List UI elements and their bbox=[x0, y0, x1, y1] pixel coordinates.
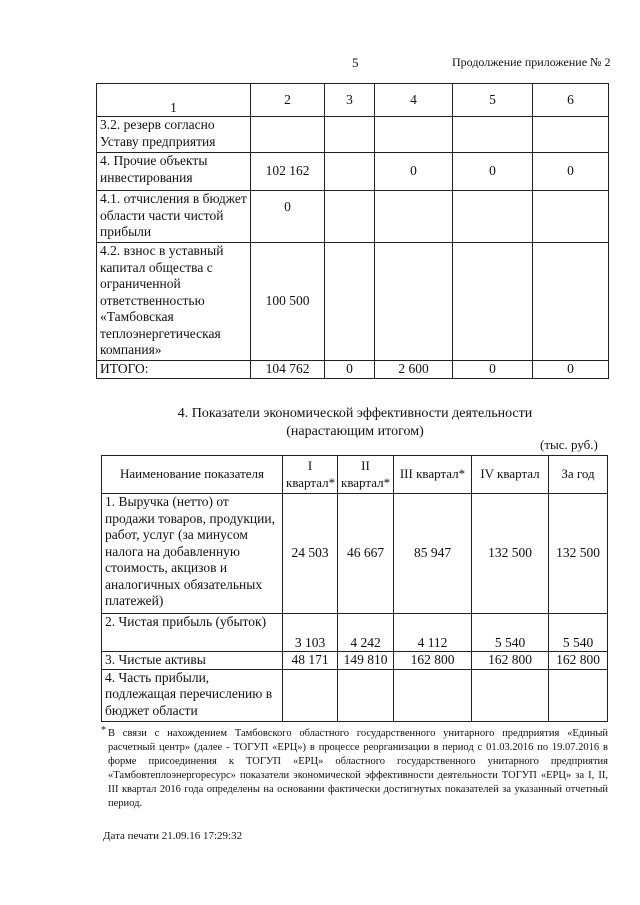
table-header-row bbox=[97, 84, 609, 117]
cell-value bbox=[283, 669, 338, 721]
table-row bbox=[102, 669, 608, 721]
table-row bbox=[102, 652, 608, 670]
row-label: 4.2. взнос в уставный капитал общества с ограниченной ответственностью «Тамбовская теплоэнергетическая компания» bbox=[97, 243, 251, 361]
table-header-row bbox=[102, 456, 608, 494]
print-date: Дата печати 21.09.16 17:29:32 bbox=[103, 830, 243, 842]
column-header: III квартал* bbox=[394, 456, 472, 494]
units-label: (тыс. руб.) bbox=[540, 437, 598, 452]
cell-value: 4 242 bbox=[338, 614, 394, 652]
row-label: 4. Прочие объекты инвестирования bbox=[97, 153, 251, 191]
cell-value: 0 bbox=[453, 361, 533, 379]
table-row bbox=[97, 117, 609, 153]
row-label: 4.1. отчисления в бюджет области части чистой прибыли bbox=[97, 191, 251, 243]
cell-value: 104 762 bbox=[251, 361, 325, 379]
total-row bbox=[97, 361, 609, 379]
column-header: IV квартал bbox=[472, 456, 549, 494]
cell-value: 132 500 bbox=[472, 494, 549, 614]
cell-value bbox=[453, 117, 533, 153]
cell-value bbox=[533, 243, 609, 361]
row-label: 4. Часть прибыли, подлежащая перечислению в бюджет области bbox=[102, 669, 283, 721]
cell-value bbox=[472, 669, 549, 721]
row-label: ИТОГО: bbox=[97, 361, 251, 379]
cell-value: 132 500 bbox=[549, 494, 608, 614]
section-subtitle: (нарастающим итогом) bbox=[286, 424, 424, 439]
cell-value bbox=[325, 117, 375, 153]
cell-value: 0 bbox=[533, 361, 609, 379]
row-label: 3. Чистые активы bbox=[102, 652, 283, 670]
column-header: 2 bbox=[251, 84, 325, 117]
row-label: 3.2. резерв согласно Уставу предприятия bbox=[97, 117, 251, 153]
cell-value: 162 800 bbox=[549, 652, 608, 670]
row-label: 1. Выручка (нетто) от продажи товаров, продукции, работ, услуг (за минусом налога на добавленную стоимость, акцизов и аналогичных обязательных платежей) bbox=[102, 494, 283, 614]
column-header: I квартал* bbox=[283, 456, 338, 494]
cell-value bbox=[251, 117, 325, 153]
cell-value bbox=[375, 191, 453, 243]
cell-value bbox=[325, 153, 375, 191]
cell-value: 0 bbox=[453, 153, 533, 191]
table-row bbox=[97, 153, 609, 191]
page-number: 5 bbox=[352, 55, 359, 70]
cell-value: 162 800 bbox=[394, 652, 472, 670]
cell-value bbox=[375, 243, 453, 361]
cell-value: 100 500 bbox=[251, 243, 325, 361]
cell-value bbox=[325, 243, 375, 361]
cell-value: 85 947 bbox=[394, 494, 472, 614]
cell-value bbox=[533, 191, 609, 243]
efficiency-table bbox=[101, 455, 608, 722]
cell-value: 0 bbox=[251, 191, 325, 243]
table-row bbox=[97, 191, 609, 243]
footnote-text: В связи с нахождением Тамбовского областного государственного унитарного предприятия «Единый расчетный центр» (далее - ТОГУП «ЕРЦ») в процессе реорганизации в период с 01.03.2016 по 19.07.2016 в форме присоединения к ТОГУП «ЕРЦ» областного государственного унитарного предприятия «Тамбовтеплоэнергоресурс» показатели экономической эффективности деятельности ТОГУП «ЕРЦ» за I, II, III квартал 2016 года определены на основании фактически достигнутых показателей за указанный отчетный период. bbox=[108, 728, 608, 809]
cell-value bbox=[533, 117, 609, 153]
column-header: 1 bbox=[97, 84, 251, 117]
column-header: 4 bbox=[375, 84, 453, 117]
cell-value: 4 112 bbox=[394, 614, 472, 652]
cell-value: 102 162 bbox=[251, 153, 325, 191]
table-row bbox=[102, 494, 608, 614]
column-header: 5 bbox=[453, 84, 533, 117]
cell-value: 0 bbox=[375, 153, 453, 191]
column-header: II квартал* bbox=[338, 456, 394, 494]
cell-value bbox=[394, 669, 472, 721]
column-header: За год bbox=[549, 456, 608, 494]
cell-value: 0 bbox=[325, 361, 375, 379]
continuation-label: Продолжение приложение № 2 bbox=[452, 55, 611, 69]
cell-value bbox=[453, 243, 533, 361]
cell-value: 3 103 bbox=[283, 614, 338, 652]
cell-value: 5 540 bbox=[472, 614, 549, 652]
row-label: 2. Чистая прибыль (убыток) bbox=[102, 614, 283, 652]
table-row bbox=[97, 243, 609, 361]
column-header: Наименование показателя bbox=[102, 456, 283, 494]
cell-value: 162 800 bbox=[472, 652, 549, 670]
cell-value: 24 503 bbox=[283, 494, 338, 614]
footnote-mark: * bbox=[101, 725, 106, 736]
cell-value: 5 540 bbox=[549, 614, 608, 652]
column-header: 6 bbox=[533, 84, 609, 117]
cell-value: 2 600 bbox=[375, 361, 453, 379]
table-row bbox=[102, 614, 608, 652]
cell-value: 48 171 bbox=[283, 652, 338, 670]
cell-value bbox=[549, 669, 608, 721]
cell-value bbox=[325, 191, 375, 243]
investment-table bbox=[96, 83, 609, 379]
cell-value: 46 667 bbox=[338, 494, 394, 614]
cell-value: 0 bbox=[533, 153, 609, 191]
cell-value bbox=[453, 191, 533, 243]
cell-value bbox=[375, 117, 453, 153]
section-title: 4. Показатели экономической эффективности деятельности bbox=[177, 406, 533, 421]
cell-value bbox=[338, 669, 394, 721]
cell-value: 149 810 bbox=[338, 652, 394, 670]
column-header: 3 bbox=[325, 84, 375, 117]
